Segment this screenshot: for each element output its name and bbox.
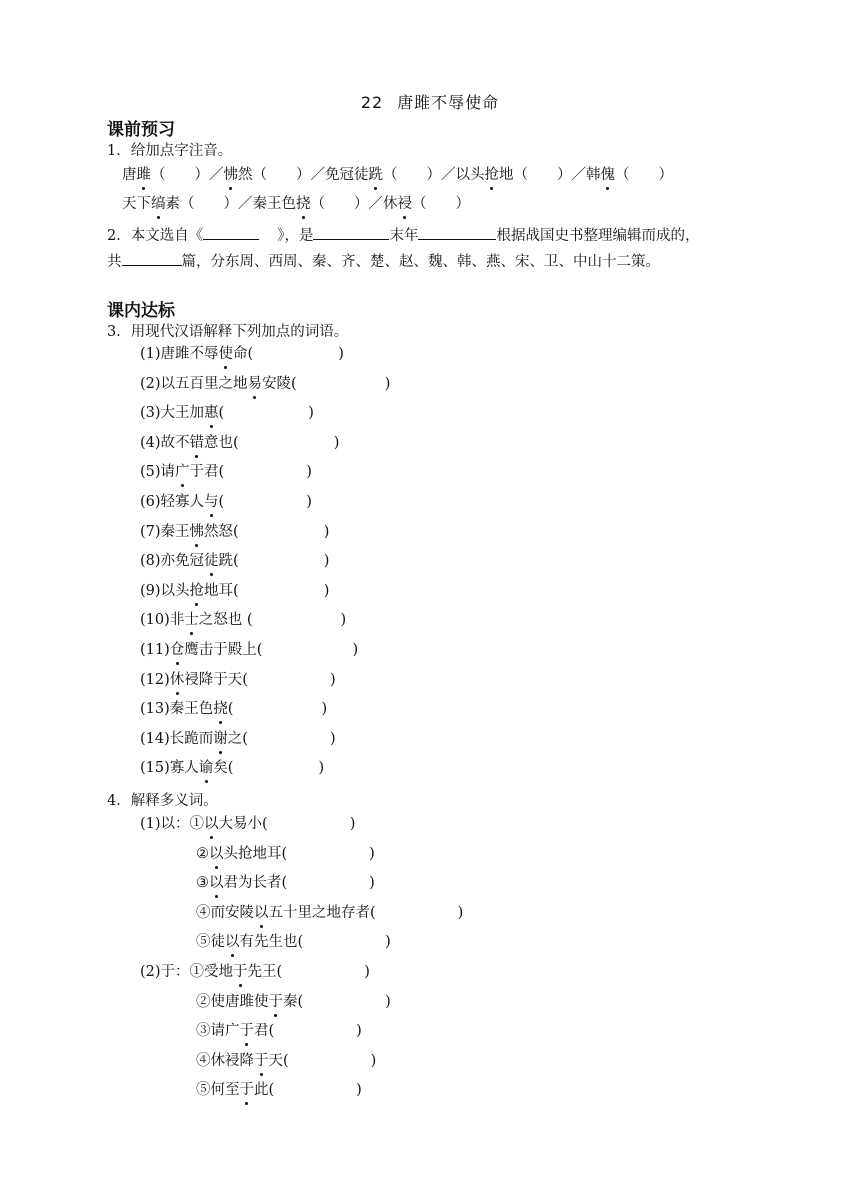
q1-entry-dotted-char: 傀 <box>600 167 615 183</box>
q4-item-number: ① <box>189 964 205 980</box>
q3-item-text: 安陵 <box>262 375 292 392</box>
q4-item-number: ② <box>196 993 211 1010</box>
q4-item-text: 有先生也 <box>239 934 298 951</box>
q3-answer-parens[interactable]: ( ) <box>218 405 314 422</box>
q1-answer-parens[interactable]: （ ）／ <box>180 196 253 212</box>
q4-item-text: 而安陵 <box>210 904 254 921</box>
q3-item-dotted-char: 徒 <box>204 553 219 570</box>
q4-group-label: (1)以： <box>140 816 190 832</box>
q4-item-number: ② <box>196 845 209 862</box>
q3-item-text: 大王加 <box>160 405 205 422</box>
q1-entry-dotted-char: 怫 <box>223 167 238 183</box>
q3-item-dotted-char: 仓 <box>169 642 185 658</box>
q1-entry <box>456 167 587 183</box>
q2-text-e: 共 <box>107 254 122 270</box>
q1-entry-text: 天下 <box>122 196 151 212</box>
q3-answer-parens[interactable]: ( ) <box>247 346 344 362</box>
q3-item <box>140 758 324 778</box>
q3-answer-parens[interactable]: ( ) <box>233 582 330 599</box>
q4-item <box>196 844 375 864</box>
q1-entry-dotted-char: 缟 <box>151 196 166 212</box>
q1-entry-text: 素 <box>165 196 180 212</box>
q1-answer-parens[interactable]: （ ） <box>412 196 470 212</box>
q4-answer-parens[interactable]: ( ) <box>281 845 375 862</box>
q4-item-dotted-char: 以 <box>254 904 269 921</box>
q1-answer-parens[interactable]: （ ）／ <box>151 167 224 183</box>
q1-answer-parens[interactable]: （ ）／ <box>513 167 586 183</box>
q3-item-text: 秦王 <box>160 523 190 540</box>
q2-text-c: 末年 <box>389 228 419 244</box>
q3-item-text: 跣 <box>218 553 234 570</box>
q4-item <box>140 962 370 982</box>
q3-answer-parens[interactable]: ( ) <box>242 671 336 688</box>
q3-item-number: (9) <box>140 582 161 599</box>
q1-row-1 <box>122 165 673 185</box>
q4-item-text: 使唐雎使 <box>210 993 269 1010</box>
q3-item-text: 之 <box>227 730 243 747</box>
q2-text-f: 篇，分东周、西周、秦、齐、楚、赵、魏、韩、燕、宋、卫、中山十二策。 <box>181 254 660 270</box>
q4-item <box>196 903 463 923</box>
q3-item-text: 故不 <box>160 434 190 451</box>
q1-entry <box>325 167 456 183</box>
q3-item-text: 非 <box>169 612 185 629</box>
q1-entry-text: 地 <box>499 167 514 183</box>
q4-item <box>196 1021 362 1041</box>
q3-item-dotted-char: 广 <box>175 464 190 481</box>
q3-item <box>140 374 390 394</box>
q4-item <box>196 992 391 1012</box>
q3-item-text: 命 <box>233 346 248 362</box>
q3-answer-parens[interactable]: ( ) <box>256 642 359 658</box>
q4-group-label: (2)于： <box>140 964 190 980</box>
q2-blank-count[interactable] <box>122 251 182 266</box>
q1-entry <box>122 196 253 212</box>
q4-answer-parens[interactable]: ( ) <box>370 904 464 921</box>
q4-item-dotted-char: 于 <box>233 964 248 980</box>
q3-item-text: 请 <box>160 464 176 481</box>
q3-item-dotted-char: 休 <box>169 671 185 688</box>
q4-item-dotted-char: 以 <box>225 934 240 951</box>
q4-item-number: ⑤ <box>196 934 211 951</box>
q2-text-a: 2．本文选自《 <box>107 228 204 244</box>
q4-item-number: ③ <box>196 875 209 892</box>
q3-item-number: (8) <box>140 553 161 570</box>
q3-item-text: 于君 <box>189 464 219 481</box>
q4-item-dotted-char: 以 <box>204 816 219 832</box>
q3-item-number: (6) <box>140 494 161 510</box>
q3-item-number: (7) <box>140 523 161 540</box>
q4-item-text: 徒 <box>210 934 225 951</box>
q1-entry-text: 唐 <box>122 167 137 183</box>
q4-item-number: ④ <box>196 904 211 921</box>
q4-answer-parens[interactable]: ( ) <box>297 993 391 1010</box>
q3-item <box>140 729 336 749</box>
q3-item-text: 然怒 <box>204 523 234 540</box>
q3-item-text: 寡人 <box>169 760 199 777</box>
q4-item-dotted-char: 以 <box>209 845 224 862</box>
q1-entry-text: 然 <box>238 167 253 183</box>
q3-item <box>140 433 339 453</box>
q2-text-d: 根据战国史书整理编辑而成的， <box>496 228 700 244</box>
q1-entry <box>383 196 470 212</box>
q2-blank-book[interactable] <box>203 225 259 240</box>
q3-answer-parens[interactable]: ( ) <box>242 730 336 747</box>
q4-answer-parens[interactable]: ( ) <box>297 934 391 951</box>
q1-answer-parens[interactable]: （ ）／ <box>310 196 383 212</box>
q4-answer-parens[interactable]: ( ) <box>281 875 375 892</box>
section-heading-in-class: 课内达标 <box>107 301 175 321</box>
q3-item-number: (1) <box>140 346 161 362</box>
q3-item-text: 秦王色 <box>169 701 214 718</box>
q4-answer-parens[interactable]: ( ) <box>276 964 370 980</box>
q3-item-dotted-char: 怫 <box>189 523 205 540</box>
q4-answer-parens[interactable]: ( ) <box>262 816 356 832</box>
q3-item-dotted-char: 士 <box>184 612 199 629</box>
q2-line-1 <box>107 225 699 246</box>
q4-item-dotted-char: 以 <box>209 875 224 892</box>
lesson-title: 唐雎不辱使命 <box>397 93 500 112</box>
q3-item-text: 矣 <box>213 760 228 777</box>
q4-item-number: ④ <box>196 1052 211 1069</box>
lesson-number: 22 <box>360 93 384 112</box>
q3-item-text: 长跪而 <box>169 730 214 747</box>
q4-item-text: 休祲降 <box>210 1052 254 1069</box>
q3-item-dotted-char: 谢 <box>213 730 228 747</box>
q3-item-text: 以头 <box>160 582 190 599</box>
q3-item-dotted-char: 使 <box>218 346 234 362</box>
q3-item <box>140 492 312 512</box>
q4-item-text: 此 <box>254 1082 269 1099</box>
q3-answer-parens[interactable]: ( ) <box>233 434 340 451</box>
q1-entry-dotted-char: 挠 <box>296 196 311 212</box>
q3-answer-parens[interactable]: ( ) <box>233 553 330 570</box>
q3-item-number: (4) <box>140 434 161 451</box>
q1-entry-text: 休 <box>383 196 398 212</box>
q4-item-text: 何至 <box>210 1082 240 1099</box>
q3-stem: 3．用现代汉语解释下列加点的词语。 <box>107 324 349 340</box>
q3-item-dotted-char: 惠 <box>204 405 219 422</box>
q4-item <box>196 873 375 893</box>
q4-item <box>196 1051 376 1071</box>
q1-entry-text: 以头 <box>455 167 485 183</box>
q3-item-dotted-char: 挠 <box>213 701 228 718</box>
q3-item-dotted-char: 错 <box>189 434 205 451</box>
q3-item <box>140 551 329 571</box>
q3-item-dotted-char: 抢 <box>189 582 205 599</box>
q1-entry-dotted-char: 抢 <box>484 167 499 183</box>
q1-row-2 <box>122 194 470 214</box>
q3-item <box>140 344 344 364</box>
q3-item-number: (2) <box>140 375 161 392</box>
q3-item-number: (12) <box>140 671 170 688</box>
q3-item-text: 以五百里之地 <box>160 375 248 392</box>
q1-answer-parens[interactable]: （ ） <box>615 167 673 183</box>
q3-answer-parens[interactable]: ( ) <box>218 464 312 481</box>
q3-item <box>140 522 329 542</box>
q3-answer-parens[interactable]: ( ) <box>218 494 312 510</box>
q3-item-dotted-char: 谕 <box>198 760 214 777</box>
q2-text-b: 》，是 <box>277 228 314 244</box>
q3-answer-parens[interactable]: ( ) <box>291 375 391 392</box>
q4-item-dotted-char: 于 <box>239 1023 254 1040</box>
q1-entry-dotted-char: 雎 <box>136 167 151 183</box>
q3-item-number: (3) <box>140 405 161 422</box>
q4-item-text: 受地 <box>204 964 234 980</box>
q2-line-2 <box>107 251 660 272</box>
q3-item-text: 鹰击于殿上 <box>184 642 257 658</box>
q3-item-text: 亦免冠 <box>160 553 205 570</box>
q3-item <box>140 699 327 719</box>
q4-item-number: ③ <box>196 1023 211 1040</box>
q1-entry <box>253 196 384 212</box>
q3-item-number: (5) <box>140 464 161 481</box>
q1-entry <box>224 167 326 183</box>
q3-item-dotted-char: 易 <box>247 375 263 392</box>
q3-item-number: (10) <box>140 612 170 629</box>
q3-item-number: (13) <box>140 701 170 718</box>
q3-item <box>140 670 336 690</box>
q4-answer-parens[interactable]: ( ) <box>268 1082 362 1099</box>
q1-entry <box>122 167 224 183</box>
q1-answer-parens[interactable]: （ ）／ <box>383 167 456 183</box>
q3-item-number: (15) <box>140 760 170 777</box>
q1-entry-text: 秦王色 <box>252 196 296 212</box>
q4-item-dotted-char: 于 <box>254 1052 269 1069</box>
page-title <box>0 90 860 113</box>
q1-entry <box>586 167 673 183</box>
q3-item <box>140 403 314 423</box>
section-heading-preview: 课前预习 <box>107 120 175 140</box>
q4-item-text: 君为长者 <box>223 875 282 892</box>
q3-item <box>140 640 358 660</box>
q4-item-text: 君 <box>254 1023 269 1040</box>
q4-item-text: 请广 <box>210 1023 240 1040</box>
q3-answer-parens[interactable]: ( ) <box>227 760 325 777</box>
q1-entry-dotted-char: 跣 <box>368 167 383 183</box>
q3-item <box>140 581 329 601</box>
q4-item-number: ① <box>189 816 205 832</box>
q2-blank-compiler[interactable] <box>418 225 496 240</box>
q3-item-text: 唐雎不辱 <box>160 346 219 362</box>
q3-answer-parens[interactable]: ( ) <box>227 701 328 718</box>
q4-item-dotted-char: 于 <box>268 993 283 1010</box>
q4-item <box>140 814 355 834</box>
q4-item <box>196 1080 362 1100</box>
q3-item <box>140 610 346 630</box>
q3-answer-parens[interactable]: ( ) <box>233 523 330 540</box>
q1-entry-text: 免冠徒 <box>325 167 369 183</box>
q4-item-dotted-char: 于 <box>239 1082 254 1099</box>
q3-item <box>140 462 312 482</box>
q4-stem: 4．解释多义词。 <box>107 793 218 809</box>
q4-answer-parens[interactable]: ( ) <box>283 1052 377 1069</box>
q4-item-text: 五十里之地存者 <box>268 904 370 921</box>
q3-item-text: 地耳 <box>204 582 234 599</box>
q4-item <box>196 932 391 952</box>
q1-stem: 1．给加点字注音。 <box>107 143 233 159</box>
q3-item-text: 轻寡人 <box>160 494 205 510</box>
q3-item-text: 意也 <box>204 434 234 451</box>
q4-item-text: 先王 <box>247 964 277 980</box>
q1-entry-dotted-char: 祲 <box>397 196 412 212</box>
q3-item-number: (14) <box>140 730 170 747</box>
q4-answer-parens[interactable]: ( ) <box>268 1023 362 1040</box>
q3-answer-parens[interactable]: ( ) <box>246 612 347 629</box>
q1-entry-text: 韩 <box>586 167 601 183</box>
q4-item-text: 大易小 <box>218 816 263 832</box>
q3-item-text: 祲降于天 <box>184 671 243 688</box>
q3-item-dotted-char: 与 <box>204 494 219 510</box>
q4-item-text: 秦 <box>283 993 298 1010</box>
q4-item-text: 天 <box>268 1052 283 1069</box>
q3-item-number: (11) <box>140 642 170 658</box>
q2-blank-era[interactable] <box>313 225 389 240</box>
q1-answer-parens[interactable]: （ ）／ <box>252 167 325 183</box>
q4-item-number: ⑤ <box>196 1082 211 1099</box>
q4-item-text: 头抢地耳 <box>223 845 282 862</box>
q3-item-text: 之怒也 <box>198 612 247 629</box>
